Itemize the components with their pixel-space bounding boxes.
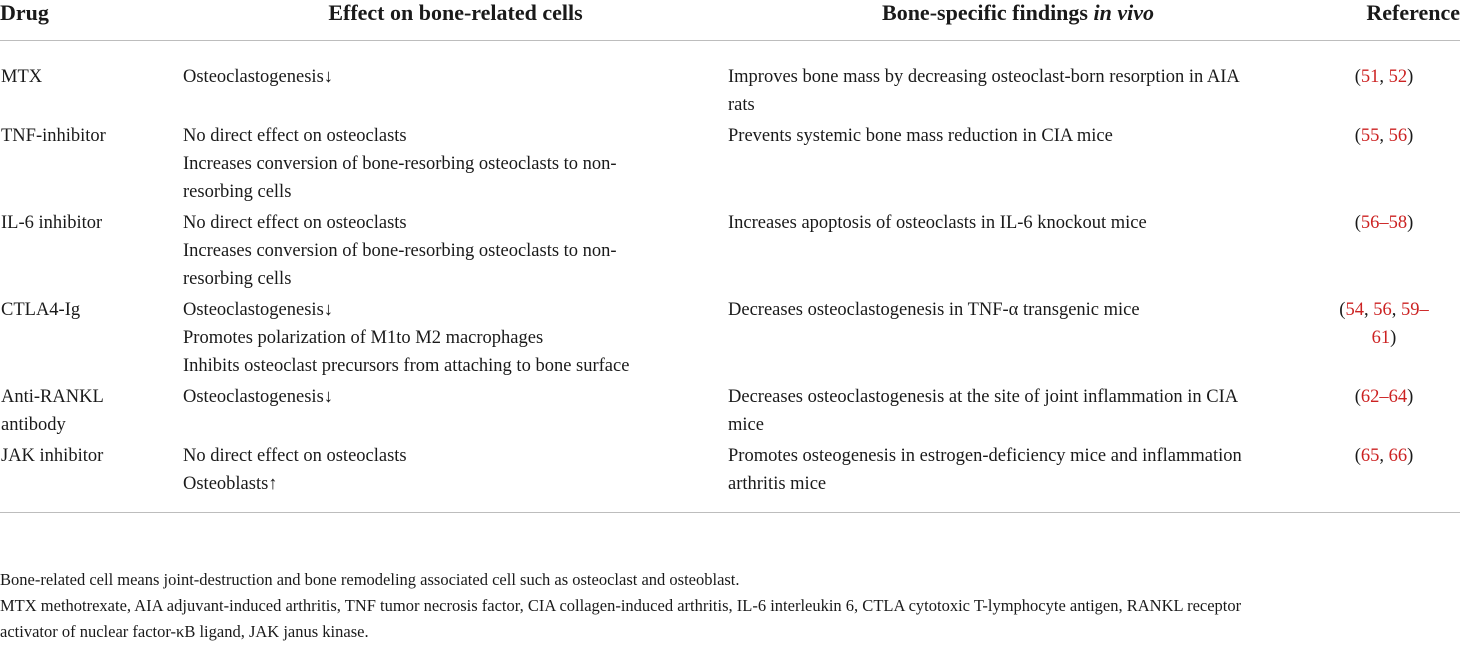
- ref-paren-open: (: [1354, 213, 1361, 233]
- table-body: [0, 41, 1460, 513]
- effect-line: No direct effect on osteoclasts: [183, 126, 407, 146]
- effect-cell: [183, 442, 728, 513]
- drug-cell: JAK inhibitor: [1, 446, 104, 466]
- drug-cell: IL-6 inhibitor: [1, 213, 103, 233]
- effect-line: Increases conversion of bone-resorbing osteoclasts to non-: [183, 154, 617, 174]
- reference-cell: [1308, 122, 1460, 209]
- reference-link[interactable]: 56–58: [1360, 213, 1408, 233]
- reference-link[interactable]: 66: [1388, 446, 1408, 466]
- effect-line: Osteoclastogenesis↓: [183, 300, 334, 320]
- effect-cell: [183, 296, 728, 383]
- table-row: [0, 442, 1460, 513]
- findings-cell: [728, 296, 1308, 383]
- reference-link[interactable]: 56: [1388, 126, 1408, 146]
- ref-separator: ,: [1363, 300, 1374, 320]
- reference-link[interactable]: 54: [1345, 300, 1364, 320]
- reference-cell: [1308, 41, 1460, 123]
- ref-paren-close: ): [1407, 126, 1414, 146]
- findings-line: Decreases osteoclastogenesis in TNF-α transgenic mice: [728, 300, 1140, 320]
- effect-line: No direct effect on osteoclasts: [183, 446, 407, 466]
- table-row: [0, 209, 1460, 296]
- effect-line: resorbing cells: [183, 182, 292, 202]
- effect-line: Osteoclastogenesis↓: [183, 387, 334, 407]
- reference-link[interactable]: 51: [1360, 67, 1380, 87]
- ref-separator: ,: [1379, 67, 1389, 87]
- ref-separator: ,: [1379, 446, 1389, 466]
- drug-line: Anti-RANKL: [1, 387, 104, 407]
- ref-paren-close: ): [1407, 446, 1414, 466]
- ref-paren-open: (: [1354, 126, 1361, 146]
- ref-separator: ,: [1379, 126, 1389, 146]
- ref-paren-open: (: [1354, 67, 1361, 87]
- header-effect: Effect on bone-related cells: [328, 0, 583, 25]
- footnote-line: Bone-related cell means joint-destruction and bone remodeling associated cell such as osteoclast and osteoblast.: [0, 570, 740, 589]
- reference-cell: [1308, 442, 1460, 513]
- findings-line: rats: [728, 95, 755, 115]
- findings-line: arthritis mice: [728, 474, 827, 494]
- header-drug: Drug: [0, 0, 49, 25]
- ref-paren-open: (: [1354, 446, 1361, 466]
- effect-line: Osteoclastogenesis↓: [183, 67, 334, 87]
- findings-cell: [728, 209, 1308, 296]
- reference-line: [1308, 324, 1460, 352]
- findings-line: Promotes osteogenesis in estrogen-deficiency mice and inflammation: [728, 446, 1242, 466]
- drug-cell: [0, 383, 183, 442]
- effect-line: No direct effect on osteoclasts: [183, 213, 407, 233]
- table-header: [0, 0, 1460, 41]
- ref-paren-close: ): [1407, 67, 1414, 87]
- drug-cell: MTX: [1, 67, 43, 87]
- table-row: [0, 122, 1460, 209]
- effect-cell: [183, 383, 728, 442]
- reference-link[interactable]: 52: [1388, 67, 1408, 87]
- effect-line: resorbing cells: [183, 269, 292, 289]
- footnote-abbreviations-cont: activator of nuclear factor-κB ligand, JAK janus kinase.: [0, 622, 369, 641]
- header-findings-italic: in vivo: [1093, 0, 1154, 25]
- table-row: [0, 296, 1460, 383]
- findings-line: Increases apoptosis of osteoclasts in IL-6 knockout mice: [728, 213, 1147, 233]
- ref-paren-close: ): [1407, 213, 1414, 233]
- effect-cell: [183, 122, 728, 209]
- ref-paren-close: ): [1390, 328, 1397, 348]
- drug-cell: CTLA4-Ig: [1, 300, 81, 320]
- ref-paren-close: ): [1407, 387, 1414, 407]
- reference-link[interactable]: 65: [1360, 446, 1380, 466]
- findings-cell: [728, 41, 1308, 123]
- reference-link[interactable]: 56: [1373, 300, 1392, 320]
- reference-link[interactable]: 62–64: [1360, 387, 1408, 407]
- reference-link[interactable]: 55: [1360, 126, 1380, 146]
- table-row: [0, 41, 1460, 123]
- effect-line: Increases conversion of bone-resorbing osteoclasts to non-: [183, 241, 617, 261]
- header-reference: Reference: [1366, 0, 1460, 25]
- drug-cell: TNF-inhibitor: [1, 126, 106, 146]
- reference-cell: [1308, 383, 1460, 442]
- footnote-abbreviations: MTX methotrexate, AIA adjuvant-induced arthritis, TNF tumor necrosis factor, CIA collagen-induced arthritis, IL-6 interleukin 6, CTLA cytotoxic T-lymphocyte antigen, RANKL receptor: [0, 596, 1242, 615]
- effect-line: Osteoblasts↑: [183, 474, 278, 494]
- effect-line: Promotes polarization of M1to M2 macrophages: [183, 328, 544, 348]
- ref-separator: ,: [1391, 300, 1401, 320]
- ref-paren-open: (: [1339, 300, 1346, 320]
- table-footnotes: [0, 567, 1460, 645]
- reference-link[interactable]: 61: [1371, 328, 1391, 348]
- effect-line: Inhibits osteoclast precursors from attaching to bone surface: [183, 356, 630, 376]
- findings-line: Improves bone mass by decreasing osteoclast-born resorption in AIA: [728, 67, 1240, 87]
- findings-line: Prevents systemic bone mass reduction in CIA mice: [728, 126, 1113, 146]
- drug-line: antibody: [1, 415, 66, 435]
- reference-cell: [1308, 296, 1460, 383]
- effect-cell: [183, 41, 728, 123]
- reference-link[interactable]: 59–: [1400, 300, 1429, 320]
- table-row: [0, 383, 1460, 442]
- header-row: [0, 0, 1460, 41]
- findings-line: mice: [728, 415, 764, 435]
- findings-cell: [728, 383, 1308, 442]
- header-findings: [728, 0, 1308, 41]
- findings-cell: [728, 442, 1308, 513]
- effect-cell: [183, 209, 728, 296]
- header-findings-text: Bone-specific findings: [882, 0, 1094, 25]
- findings-line: Decreases osteoclastogenesis at the site of joint inflammation in CIA: [728, 387, 1239, 407]
- reference-cell: [1308, 209, 1460, 296]
- ref-paren-open: (: [1354, 387, 1361, 407]
- findings-cell: [728, 122, 1308, 209]
- reference-line: [1308, 296, 1460, 324]
